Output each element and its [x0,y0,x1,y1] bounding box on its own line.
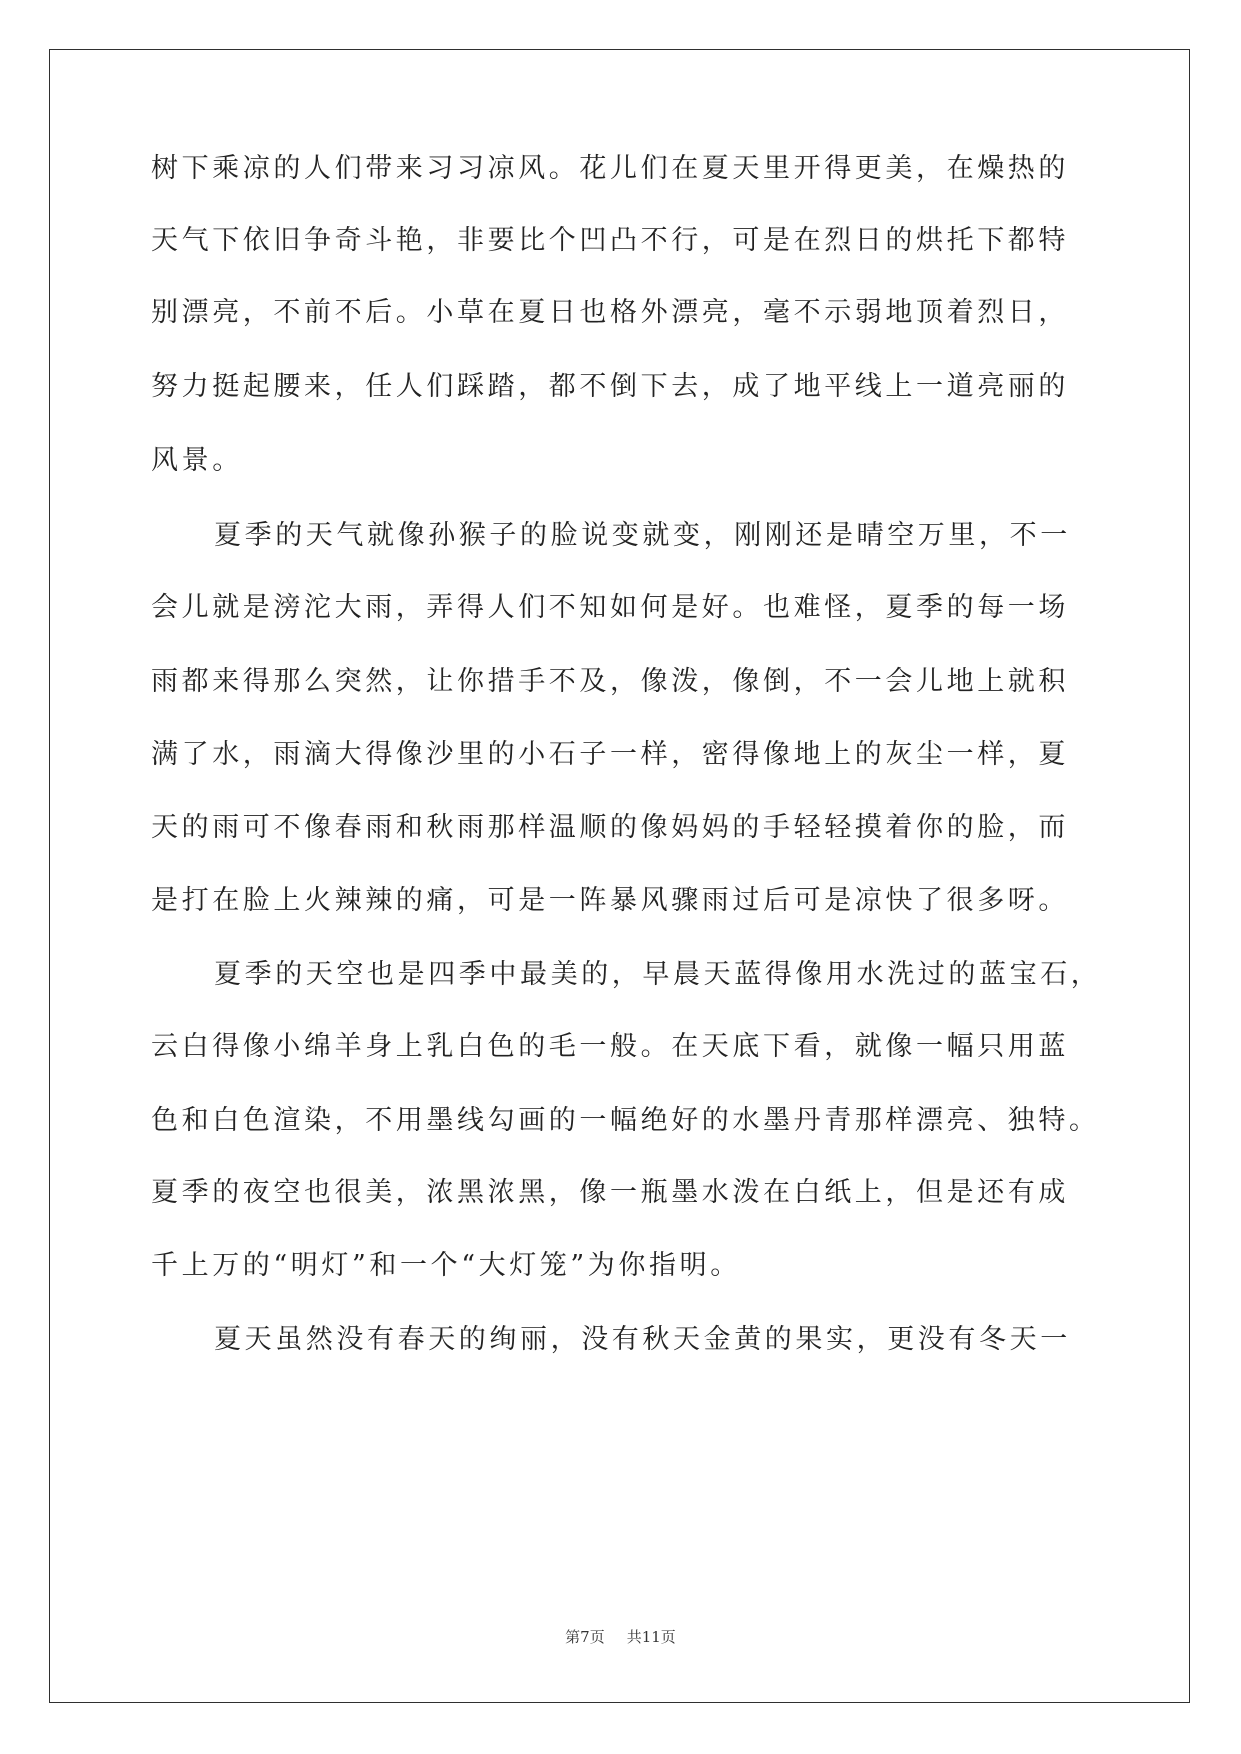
text-line: 别漂亮，不前不后。小草在夏日也格外漂亮，毫不示弱地顶着烈日， [151,297,1069,328]
page-footer [0,1627,1241,1647]
paragraph-first-line: 夏季的天空也是四季中最美的，早晨天蓝得像用水洗过的蓝宝石， [214,959,1102,990]
page-number: 第7页 [565,1628,605,1646]
text-line: 天气下依旧争奇斗艳，非要比个凹凸不行，可是在烈日的烘托下都特 [151,225,1069,256]
text-line: 天的雨可不像春雨和秋雨那样温顺的像妈妈的手轻轻摸着你的脸，而 [151,812,1069,843]
paragraph-first-line: 夏季的天气就像孙猴子的脸说变就变，刚刚还是晴空万里，不一 [214,520,1071,551]
page-total: 共11页 [626,1628,676,1646]
text-line: 色和白色渲染，不用墨线勾画的一幅绝好的水墨丹青那样漂亮、独特。 [151,1105,1100,1136]
text-line: 会儿就是滂沱大雨，弄得人们不知如何是好。也难怪，夏季的每一场 [151,592,1069,623]
text-line: 努力挺起腰来，任人们踩踏，都不倒下去，成了地平线上一道亮丽的 [151,371,1069,402]
text-line: 夏季的夜空也很美，浓黑浓黑，像一瓶墨水泼在白纸上，但是还有成 [151,1177,1069,1208]
text-line: 满了水，雨滴大得像沙里的小石子一样，密得像地上的灰尘一样，夏 [151,739,1069,770]
text-line: 是打在脸上火辣辣的痛，可是一阵暴风骤雨过后可是凉快了很多呀。 [151,885,1069,916]
text-line: 风景。 [151,445,243,476]
paragraph-first-line: 夏天虽然没有春天的绚丽，没有秋天金黄的果实，更没有冬天一 [214,1324,1071,1355]
text-line: 云白得像小绵羊身上乳白色的毛一般。在天底下看，就像一幅只用蓝 [151,1031,1069,1062]
text-line: 树下乘凉的人们带来习习凉风。花儿们在夏天里开得更美，在燥热的 [151,153,1069,184]
text-line: 千上万的“明灯”和一个“大灯笼”为你指明。 [151,1250,741,1281]
text-line: 雨都来得那么突然，让你措手不及，像泼，像倒，不一会儿地上就积 [151,666,1069,697]
